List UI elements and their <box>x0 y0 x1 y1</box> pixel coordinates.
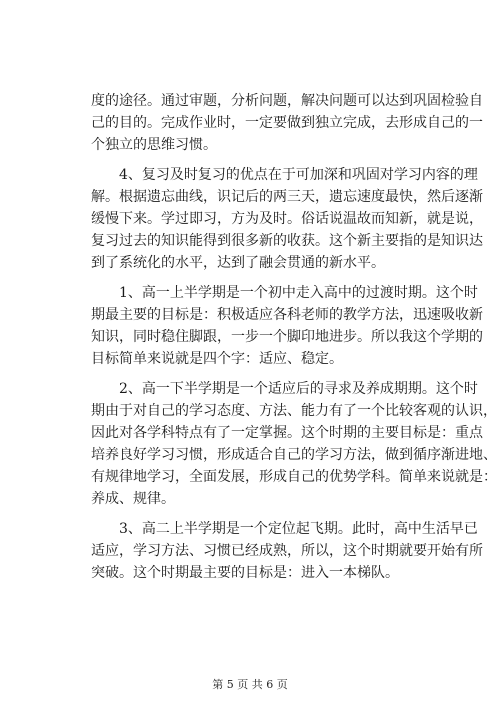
text-line: 期最主要的目标是：积极适应各科老师的教学方法，迅速吸收新 <box>91 307 483 323</box>
text-line: 有规律地学习，全面发展，形成自己的优势学科。简单来说就是： <box>91 469 497 485</box>
text-line: 度的途径。通过审题，分析问题，解决问题可以达到巩固检验自 <box>91 93 483 109</box>
text-line: 己的目的。完成作业时，一定要做到独立完成，去形成自己的一 <box>91 115 483 131</box>
text-line: 3、高二上半学期是一个定位起飞期。此时，高中生活早已 <box>119 521 478 537</box>
paragraph-grade10-first-half <box>91 282 483 370</box>
paragraph-grade11-first-half <box>91 518 483 584</box>
text-line: 到了系统化的水平，达到了融会贯通的新水平。 <box>91 255 385 271</box>
text-line: 知识，同时稳住脚跟，一步一个脚印地进步。所以我这个学期的 <box>91 329 483 345</box>
text-line: 个独立的思维习惯。 <box>91 137 217 153</box>
text-line: 期由于对自己的学习态度、方法、能力有了一个比较客观的认识， <box>91 403 497 419</box>
text-line: 1、高一上半学期是一个初中走入高中的过渡时期。这个时 <box>119 285 478 301</box>
text-line: 培养良好学习习惯，形成适合自己的学习方法，做到循序渐进地、 <box>91 447 497 463</box>
text-line: 4、复习及时复习的优点在于可加深和巩固对学习内容的理 <box>119 167 478 183</box>
paragraph-review <box>91 164 483 274</box>
text-line: 2、高一下半学期是一个适应后的寻求及养成期期。这个时 <box>119 381 478 397</box>
text-line: 缓慢下来。学过即习，方为及时。俗话说温故而知新，就是说， <box>91 211 483 227</box>
text-line: 复习过去的知识能得到很多新的收获。这个新主要指的是知识达 <box>91 233 483 249</box>
text-line: 解。根据遗忘曲线，识记后的两三天，遗忘速度最快，然后逐渐 <box>91 189 483 205</box>
paragraph-grade10-second-half <box>91 378 497 510</box>
text-line: 养成、规律。 <box>91 491 175 507</box>
document-body <box>91 90 497 592</box>
text-line: 目标简单来说就是四个字：适应、稳定。 <box>91 351 343 367</box>
page-number-footer: 第 5 页 共 6 页 <box>212 678 288 691</box>
text-line: 突破。这个时期最主要的目标是：进入一本梯队。 <box>91 565 399 581</box>
paragraph-continuation <box>91 90 483 156</box>
text-line: 因此对各学科特点有了一定掌握。这个时期的主要目标是：重点 <box>91 425 483 441</box>
text-line: 适应，学习方法、习惯已经成熟，所以，这个时期就要开始有所 <box>91 543 483 559</box>
